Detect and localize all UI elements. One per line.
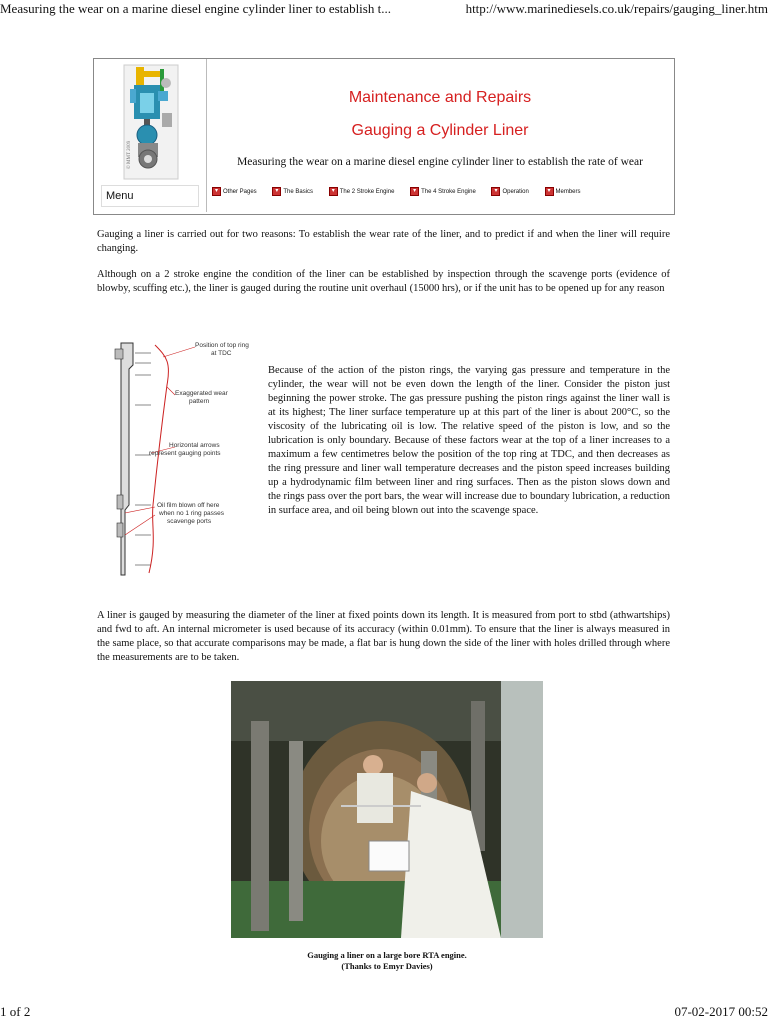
dropdown-arrow-icon: ▾ [491,187,500,196]
nav-item-label: Operation [502,189,529,196]
nav-item-members[interactable] [545,187,581,196]
print-datetime: 07-02-2017 00:52 [674,1004,768,1019]
caption-credit: (Thanks to Emyr Davies) [341,961,433,971]
nav-item-label: Other Pages [223,189,257,196]
diagram-label-gauging: represent gauging points [149,450,221,457]
nav-item-label: The 2 Stroke Engine [339,189,395,196]
page-number: 1 of 2 [0,1004,31,1019]
diagram-label-gauging: Horizontal arrows [169,442,220,449]
dropdown-arrow-icon: ▾ [545,187,554,196]
diagram-label-wear: Exaggerated wear [175,390,228,397]
gauging-photo [231,681,543,938]
nav-item-4-stroke[interactable] [410,187,476,196]
intro-paragraph: Gauging a liner is carried out for two reasons: To establish the wear rate of the liner, and to predict if and when the liner will require changing. [97,229,670,254]
dropdown-arrow-icon: ▾ [329,187,338,196]
print-header [0,0,768,22]
diagram-label-oil-film: scavenge ports [167,518,212,525]
print-page-url[interactable]: http://www.marinediesels.co.uk/repairs/gauging_liner.htm [465,1,768,16]
caption-line: Gauging a liner on a large bore RTA engine. [307,950,467,960]
print-footer [0,1002,768,1024]
nav-item-operation[interactable] [491,187,528,196]
diagram-label-top-ring: Position of top ring [195,342,249,349]
nav-item-2-stroke[interactable] [329,187,395,196]
engine-logo[interactable] [94,59,207,212]
diagram-label-wear: pattern [189,398,210,405]
gauging-method-paragraph: A liner is gauged by measuring the diameter of the liner at fixed points down its length. It is measured from port to stbd (athwartships) and fwd to aft. An internal micrometer is used because of its accuracy (within 0.01mm). To ensure that the liner is always measured in the same place, so that accurate comparisons may be made, a flat bar is hung down the side of the liner with holes drilled through where the measurements are to be taken. [97,610,670,663]
nav-item-label: Members [555,189,581,196]
liner-wear-diagram [105,335,265,580]
section-heading: Maintenance and Repairs [348,89,532,106]
wear-explanation-paragraph: Because of the action of the piston rings, the varying gas pressure and temperature in the cylinder, the wear will not be even down the length of the liner. Consider the piston just beginning the power stroke. The gas pressure pushing the piston rings against the liner wall is at its highest; The liner surface temperature up at this part of the liner is about 200°C, so the viscosity of the lubricating oil is low. The relative speed of the piston is low, and so the lubrication is only boundary. Because of these factors wear at the top of a liner increases to a maximum a few centimetres below the position of the top ring at TDC, and then decreases as the ring pressure and liner wall temperature decreases and the piston speed increases building up a hydrodynamic film between liner and ring surfaces. Then as the piston slows down and the rings pass over the port bars, the wear will increase due to boundary lubrication, a reduction in surface area, and oil being blown out into the scavenge space. [268,365,670,516]
inspection-paragraph: Although on a 2 stroke engine the condition of the liner can be established by inspection through the scavenge ports (evidence of blowby, scuffing etc.), the liner is gauged during the routine unit overhaul (15000 hrs), or if the unit has to be opened up for any reason [97,269,670,294]
nav-item-the-basics[interactable] [272,187,313,196]
menu-button[interactable]: Menu [101,185,199,207]
site-banner [93,58,675,215]
nav-item-label: The 4 Stroke Engine [421,189,476,196]
dropdown-arrow-icon: ▾ [212,187,221,196]
diagram-label-oil-film: Oil film blown off here [157,502,220,509]
logo-text: © MMT 2009 [127,140,132,169]
photo-caption [231,950,543,972]
page-heading: Gauging a Cylinder Liner [351,122,529,139]
dropdown-arrow-icon: ▾ [272,187,281,196]
diagram-label-top-ring: at TDC [211,350,232,357]
diagram-label-oil-film: when no 1 ring passes [159,510,225,517]
dropdown-arrow-icon: ▾ [410,187,419,196]
print-page-title: Measuring the wear on a marine diesel engine cylinder liner to establish t... [0,1,391,16]
engine-illustration-icon [94,59,206,184]
page-description: Measuring the wear on a marine diesel engine cylinder liner to establish the rate of wear [237,156,643,168]
nav-item-other-pages[interactable] [212,187,257,196]
site-nav [212,187,595,196]
nav-item-label: The Basics [283,189,314,196]
